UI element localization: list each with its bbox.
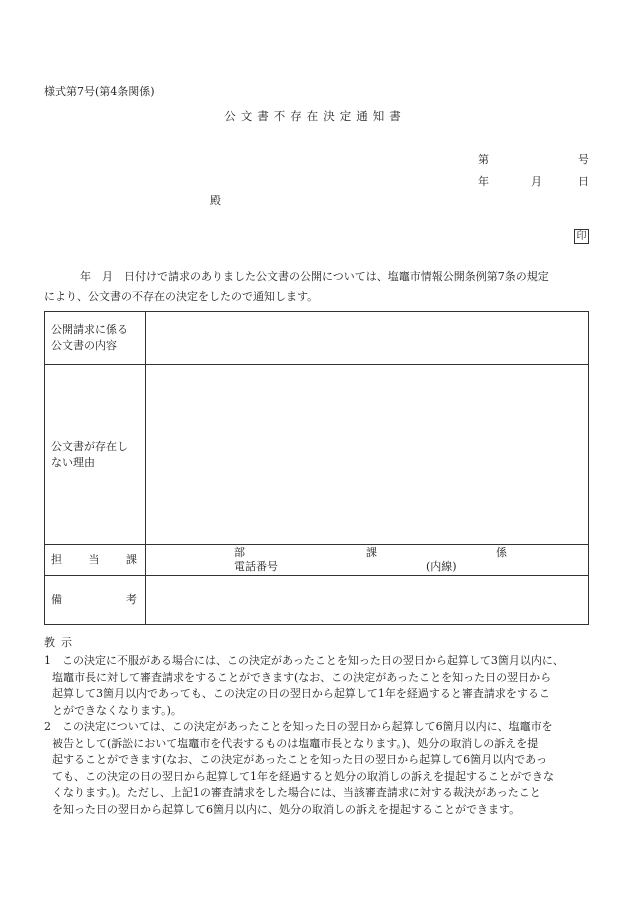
table-row-reason (45, 365, 589, 545)
value-request-content (146, 312, 589, 365)
date-month: 月 (531, 175, 542, 188)
label-section-char-3: 課 (126, 553, 137, 566)
value-responsible-section (146, 545, 589, 576)
table-row-request-content (45, 312, 589, 365)
recipient-honorific: 殿 (210, 194, 221, 207)
table-row-department (45, 545, 589, 576)
instructions-text (44, 653, 594, 818)
label-request-content-line-1: 公開請求に係る (51, 323, 128, 336)
label-section-char-1: 担 (51, 553, 62, 566)
details-table (44, 311, 589, 625)
label-reason-line-1: 公文書が存在し (51, 439, 128, 453)
number-suffix: 号 (578, 153, 589, 166)
instructions-line-6: 被告として(訴訟において塩竈市を代表するものは塩竈市長となります。)、処分の取消しの訴えを提 (52, 736, 539, 750)
label-remarks-char-1: 備 (51, 593, 62, 606)
instructions-line-1: 1 この決定に不服がある場合には、この決定があったことを知った日の翌日から起算して3箇月以内に、 (44, 654, 564, 667)
form-number: 様式第7号(第4条関係) (44, 85, 155, 98)
subsection-label: 係 (496, 546, 507, 559)
instructions-line-9: くなります。)。ただし、上記1の審査請求をした場合には、当該審査請求に対する裁決があったこと (52, 786, 541, 799)
value-nonexistence-reason (146, 365, 589, 545)
notice-body-line-1: 年 月 日付けで請求のありました公文書の公開については、塩竈市情報公開条例第7条の規定 (80, 270, 549, 283)
instructions-line-7: 起することができます(なお、この決定があったことを知った日の翌日から起算して6箇月以内であっ (52, 753, 548, 766)
label-request-content-line-2: 公文書の内容 (51, 339, 117, 352)
table-row-remarks (45, 576, 589, 625)
label-responsible-section (45, 545, 146, 576)
notice-body (44, 267, 590, 307)
instructions-line-4: とができなくなります。)。 (52, 703, 182, 717)
instructions-line-3: 起算して3箇月以内であっても、この決定の日の翌日から起算して1年を経過すると審査請求をするこ (52, 687, 550, 700)
instructions-line-2: 塩竈市長に対して審査請求をすることができます(なお、この決定があったことを知った日の翌日から (52, 670, 552, 684)
label-nonexistence-reason (45, 365, 146, 545)
instructions-heading: 教示 (44, 636, 78, 649)
instructions-line-10: を知った日の翌日から起算して6箇月以内に、処分の取消しの訴えを提起することができます。 (52, 802, 521, 816)
value-remarks (146, 576, 589, 625)
seal-mark: 印 (574, 229, 589, 244)
phone-label: 電話番号 (234, 560, 278, 573)
label-request-content (45, 312, 146, 365)
date-day: 日 (578, 175, 589, 188)
document-title: 公文書不存在決定通知書 (224, 109, 406, 123)
department-label: 部 (234, 546, 245, 559)
label-reason-line-2: ない理由 (51, 455, 95, 469)
date-year: 年 (478, 175, 489, 188)
instructions-line-8: ても、この決定の日の翌日から起算して1年を経過すると処分の取消しの訴えを提起することができな (52, 769, 554, 783)
label-remarks (45, 576, 146, 625)
number-prefix: 第 (478, 153, 489, 166)
extension-label: (内線) (426, 560, 457, 573)
notice-body-line-2: により、公文書の不存在の決定をしたので通知します。 (44, 290, 319, 303)
section-label: 課 (366, 546, 377, 559)
label-remarks-char-2: 考 (126, 593, 137, 606)
label-section-char-2: 当 (88, 553, 100, 566)
instructions-line-5: 2 この決定については、この決定があったことを知った日の翌日から起算して6箇月以内に、塩竈市を (44, 720, 553, 733)
